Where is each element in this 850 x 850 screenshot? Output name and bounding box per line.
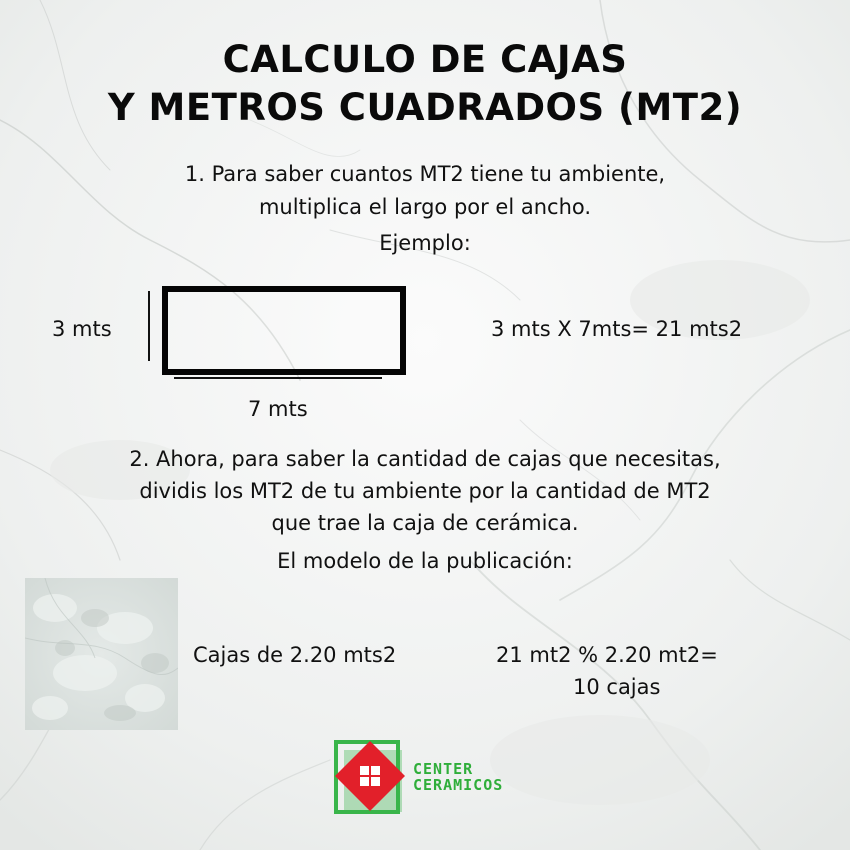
height-label: 3 mts xyxy=(52,317,112,341)
title-line-1: CALCULO DE CAJAS xyxy=(222,38,628,81)
room-rectangle xyxy=(162,286,406,375)
page-title xyxy=(0,36,850,132)
ceramic-tile-sample xyxy=(25,578,178,730)
area-formula: 3 mts X 7mts= 21 mts2 xyxy=(491,317,743,341)
brand-line-1: CENTER xyxy=(413,760,474,778)
step1-line-2: multiplica el largo por el ancho. xyxy=(258,195,592,219)
brand-name xyxy=(413,761,503,793)
center-ceramicos-logo-icon xyxy=(330,738,410,818)
step2-line-3: que trae la caja de cerámica. xyxy=(271,511,579,535)
height-dimension-line xyxy=(148,291,150,361)
box-size-text: Cajas de 2.20 mts2 xyxy=(193,643,397,667)
step2-line-1: 2. Ahora, para saber la cantidad de cajas que necesitas, xyxy=(129,447,721,471)
title-line-2: Y METROS CUADRADOS (MT2) xyxy=(107,86,743,129)
boxes-calculation-line-1: 21 mt2 % 2.20 mt2= xyxy=(496,643,718,667)
width-label: 7 mts xyxy=(248,397,308,421)
boxes-calculation-line-2: 10 cajas xyxy=(573,675,661,699)
width-dimension-line xyxy=(174,377,382,379)
step2-line-2: dividis los MT2 de tu ambiente por la cantidad de MT2 xyxy=(139,479,711,503)
step1-line-1: 1. Para saber cuantos MT2 tiene tu ambiente, xyxy=(184,162,666,186)
model-label: El modelo de la publicación: xyxy=(277,549,573,573)
brand-line-2: CERAMICOS xyxy=(413,776,504,794)
example-label: Ejemplo: xyxy=(379,231,471,255)
